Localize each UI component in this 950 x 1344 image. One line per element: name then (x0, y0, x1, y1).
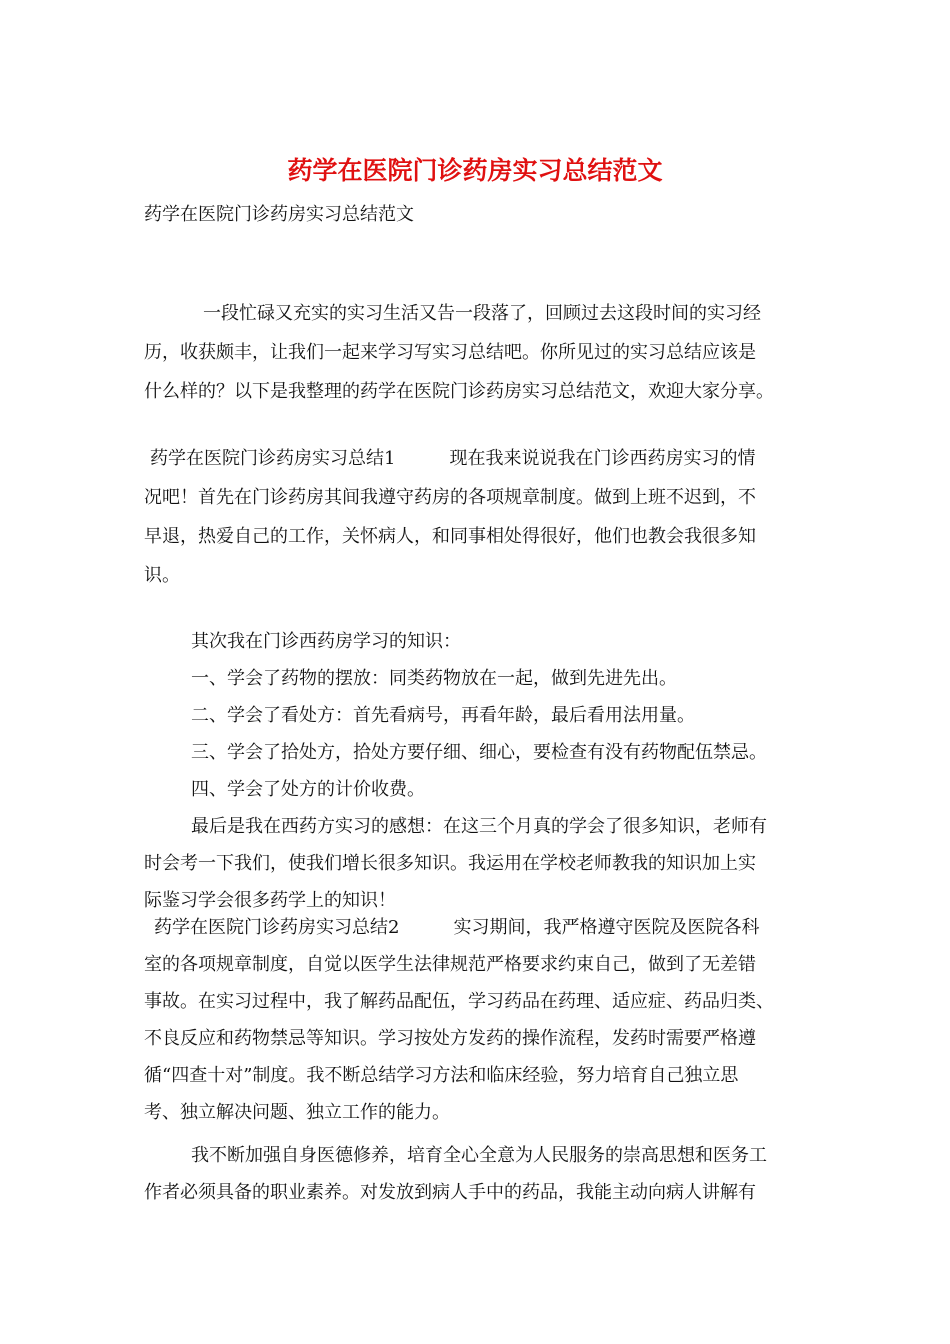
section-heading-line: 药学在医院门诊药房实习总结2 实习期间，我严格遵守医院及医院各科 (154, 917, 760, 938)
paragraph-line: 况吧！首先在门诊药房其间我遵守药房的各项规章制度。做到上班不迟到，不 (144, 487, 756, 508)
paragraph-line: 其次我在门诊西药房学习的知识： (191, 631, 461, 652)
document-subtitle: 药学在医院门诊药房实习总结范文 (144, 204, 414, 225)
paragraph-line: 不良反应和药物禁忌等知识。学习按处方发药的操作流程，发药时需要严格遵 (144, 1028, 756, 1049)
section-heading-line: 药学在医院门诊药房实习总结1 现在我来说说我在门诊西药房实习的情 (150, 448, 756, 469)
paragraph-line: 考、独立解决问题、独立工作的能力。 (144, 1102, 450, 1123)
document-title: 药学在医院门诊药房实习总结范文 (287, 156, 663, 185)
paragraph-line: 一段忙碌又充实的实习生活又告一段落了，回顾过去这段时间的实习经 (203, 303, 761, 324)
paragraph-line: 历，收获颇丰，让我们一起来学习写实习总结吧。你所见过的实习总结应该是 (144, 342, 756, 363)
paragraph-line: 识。 (144, 565, 180, 586)
paragraph-line: 循“四查十对”制度。我不断总结学习方法和临床经验，努力培育自己独立思 (144, 1065, 739, 1086)
paragraph-line: 事故。在实习过程中，我了解药品配伍，学习药品在药理、适应症、药品归类、 (144, 991, 774, 1012)
paragraph-line: 什么样的？以下是我整理的药学在医院门诊药房实习总结范文，欢迎大家分享。 (144, 381, 774, 402)
list-item: 四、学会了处方的计价收费。 (191, 779, 425, 800)
list-item: 三、学会了拾处方，拾处方要仔细、细心，要检查有没有药物配伍禁忌。 (191, 742, 767, 763)
paragraph-line: 早退，热爱自己的工作，关怀病人，和同事相处得很好，他们也教会我很多知 (144, 526, 756, 547)
list-item: 一、学会了药物的摆放：同类药物放在一起，做到先进先出。 (191, 668, 677, 689)
paragraph-line: 作者必须具备的职业素养。对发放到病人手中的药品，我能主动向病人讲解有 (144, 1182, 756, 1203)
list-item: 二、学会了看处方：首先看病号，再看年龄，最后看用法用量。 (191, 705, 695, 726)
paragraph-line: 我不断加强自身医德修养，培育全心全意为人民服务的崇高思想和医务工 (191, 1145, 767, 1166)
paragraph-line: 际鉴习学会很多药学上的知识！ (144, 890, 396, 911)
paragraph-line: 室的各项规章制度，自觉以医学生法律规范严格要求约束自己，做到了无差错 (144, 954, 756, 975)
paragraph-line: 时会考一下我们，使我们增长很多知识。我运用在学校老师教我的知识加上实 (144, 853, 756, 874)
paragraph-line: 最后是我在西药方实习的感想：在这三个月真的学会了很多知识，老师有 (191, 816, 767, 837)
